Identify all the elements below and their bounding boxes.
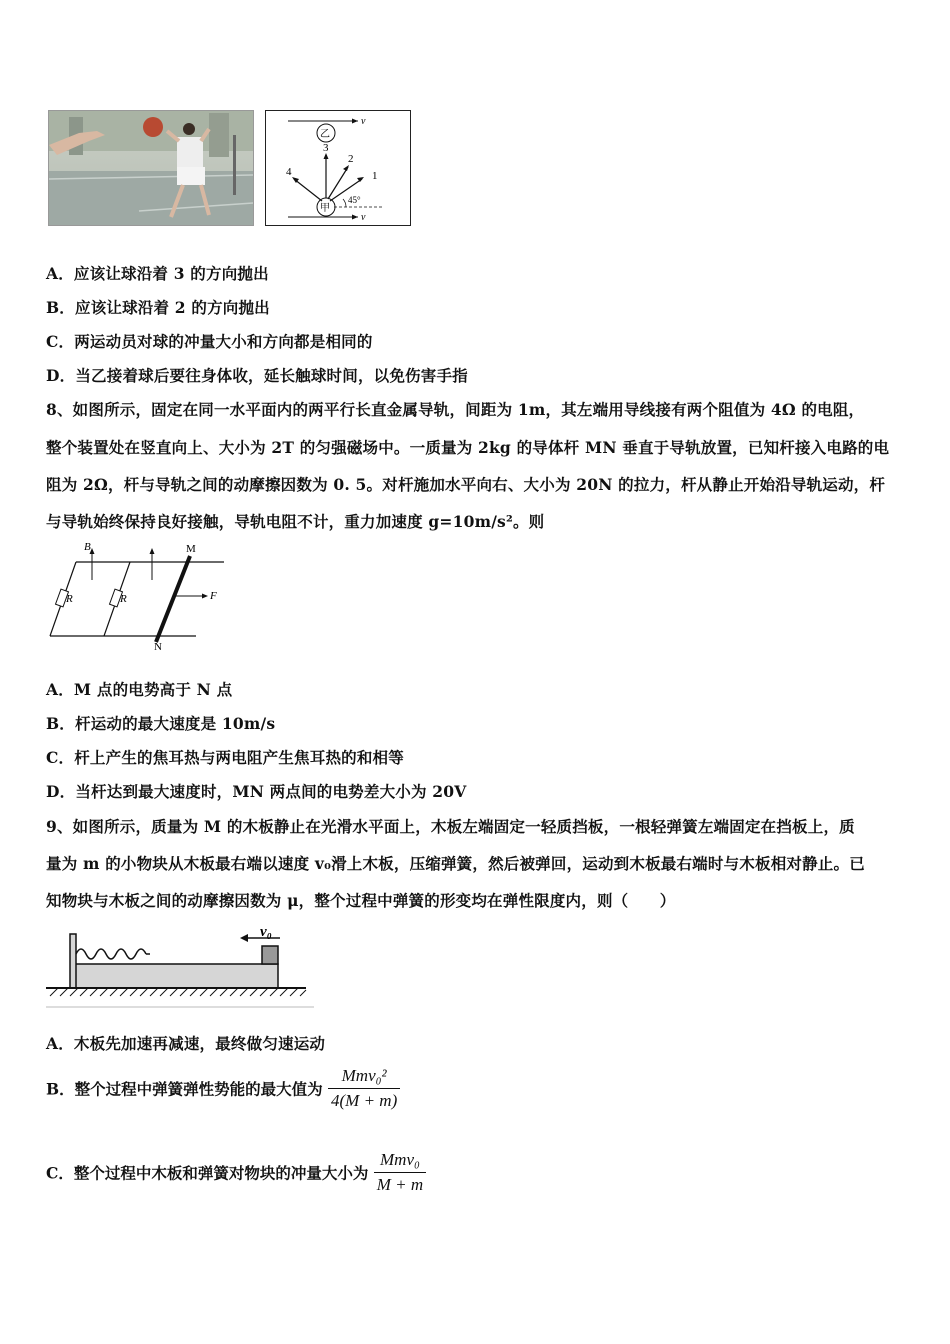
velocity-label-bottom: v [361,212,366,223]
resistor-1-label: R [66,593,73,605]
initial-velocity-label: v₀ [260,924,272,940]
q9-option-b-denominator: 4(M + m) [331,1091,398,1110]
field-b-label: B [84,541,91,553]
q9-option-b [46,1066,400,1111]
q8-option-a: A．M 点的电势高于 N 点 [46,680,233,699]
angle-label: 45° [348,195,361,205]
q9-option-b-fraction [328,1066,400,1111]
q8-stem-line-2: 整个装置处在竖直向上、大小为 2T 的匀强磁场中。一质量为 2kg 的导体杆 MN 垂直于导轨放置，已知杆接入电路的电 [46,438,890,457]
rod-n-label: N [154,641,162,652]
q8-stem-line-4: 与导轨始终保持良好接触，导轨电阻不计，重力加速度 g=10m/s²。则 [46,512,545,531]
q9-stem-line-2: 量为 m 的小物块从木板最右端以速度 v₀滑上木板，压缩弹簧，然后被弹回，运动到木板最右端时与木板相对静止。已 [46,854,865,873]
resistor-2-label: R [120,593,127,605]
force-f-label: F [210,590,217,602]
q7-option-d: D．当乙接着球后要往身体收，延长触球时间，以免伤害手指 [46,366,468,385]
q9-option-c-text: C．整个过程中木板和弹簧对物块的冲量大小为 [46,1163,369,1183]
q9-option-c-numerator: Mmv₀ [374,1150,426,1173]
q9-option-c [46,1150,426,1195]
rod-m-label: M [186,543,196,555]
direction-1-label: 1 [372,170,378,182]
rail-circuit-diagram [46,540,226,652]
board-spring-diagram [46,922,316,1010]
q8-stem-line-3: 阻为 2Ω，杆与导轨之间的动摩擦因数为 0. 5。对杆施加水平向右、大小为 20N 的拉力，杆从静止开始沿导轨运动，杆 [46,475,886,494]
ball-a-label: 甲 [320,203,330,214]
velocity-label-top: v [361,116,366,127]
q9-option-b-text: B．整个过程中弹簧弹性势能的最大值为 [46,1079,323,1099]
q7-option-b: B．应该让球沿着 2 的方向抛出 [46,298,270,317]
q9-stem-line-3: 知物块与木板之间的动摩擦因数为 μ，整个过程中弹簧的形变均在弹性限度内，则（ ） [46,891,676,910]
q8-stem-line-1: 8、如图所示，固定在同一水平面内的两平行长直金属导轨，间距为 1m，其左端用导线接有两个阻值为 4Ω 的电阻， [46,400,865,419]
direction-3-label: 3 [323,142,329,154]
ball-b-label: 乙 [320,129,330,140]
direction-2-label: 2 [348,153,354,165]
q7-option-c: C．两运动员对球的冲量大小和方向都是相同的 [46,332,373,351]
basketball-photo [48,110,254,226]
q9-option-c-fraction [374,1150,426,1195]
throw-direction-diagram [265,110,411,226]
q7-option-a: A．应该让球沿着 3 的方向抛出 [46,264,269,283]
q9-stem-line-1: 9、如图所示，质量为 M 的木板静止在光滑水平面上，木板左端固定一轻质挡板，一根轻弹簧左端固定在挡板上，质 [46,817,855,836]
q9-option-b-numerator: Mmv₀² [328,1066,400,1089]
q8-option-d: D．当杆达到最大速度时，MN 两点间的电势差大小为 20V [46,782,467,801]
direction-4-label: 4 [286,166,292,178]
q9-option-c-denominator: M + m [376,1175,424,1194]
q8-option-b: B．杆运动的最大速度是 10m/s [46,714,276,733]
q9-option-a: A．木板先加速再减速，最终做匀速运动 [46,1034,326,1053]
q8-option-c: C．杆上产生的焦耳热与两电阻产生焦耳热的和相等 [46,748,404,767]
